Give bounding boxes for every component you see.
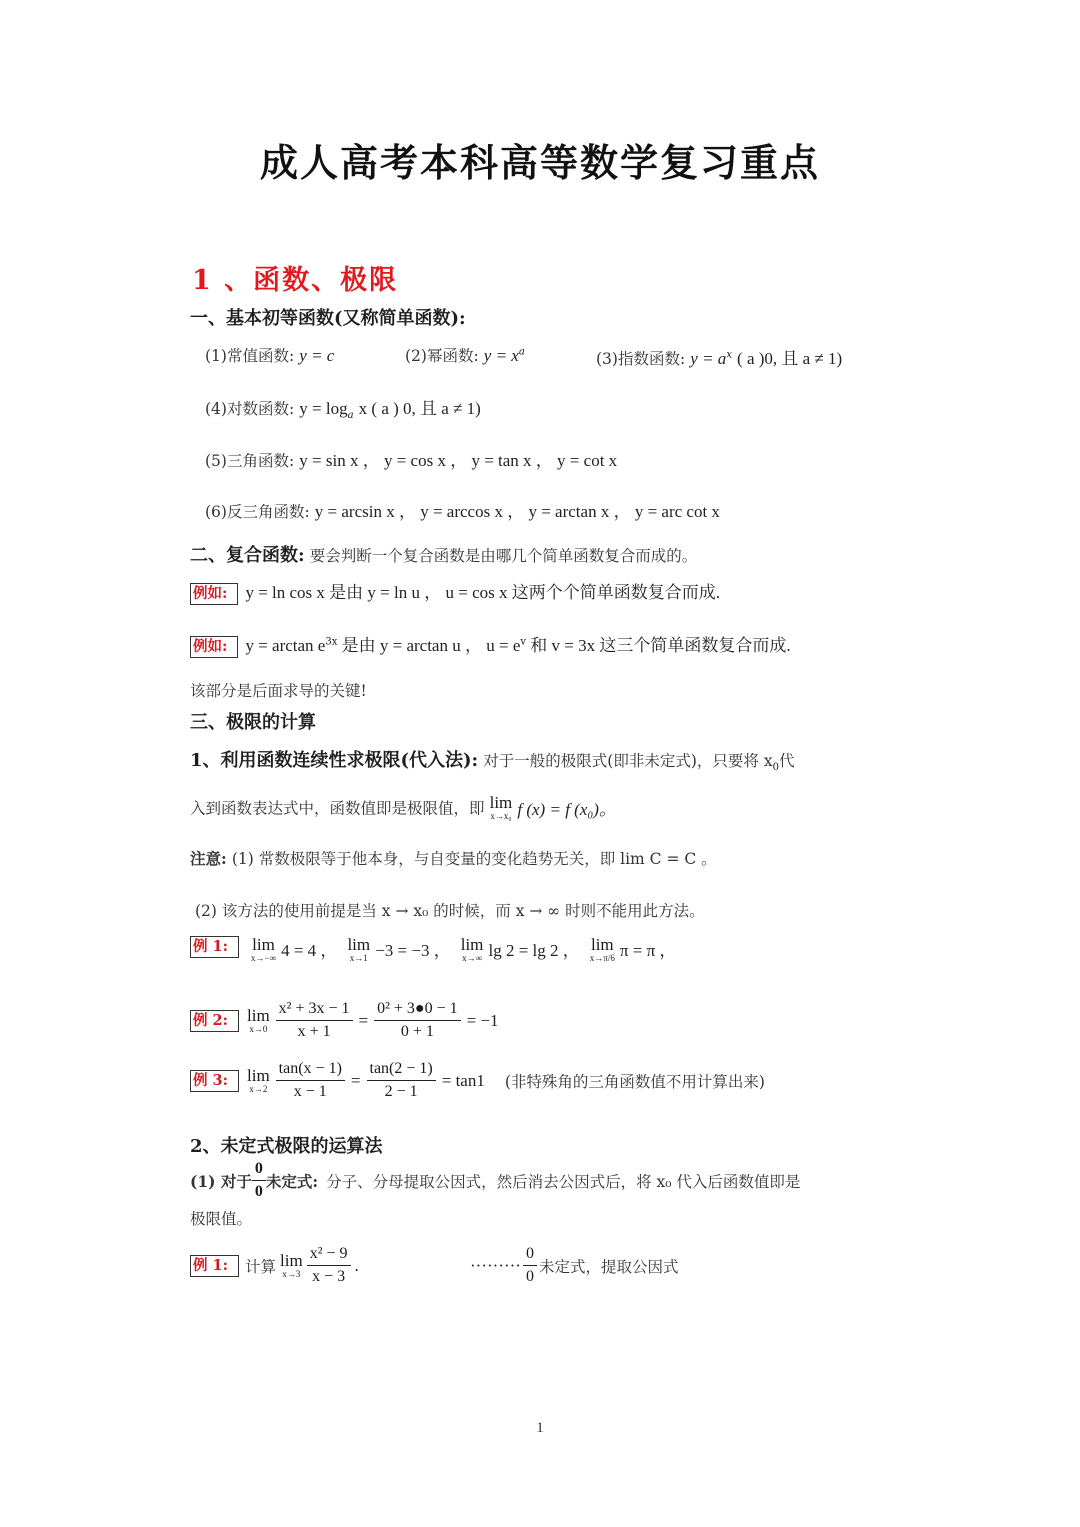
- function-trig: [205, 446, 617, 471]
- denominator: 0: [525, 1268, 534, 1285]
- page-number: 1: [536, 1420, 544, 1436]
- example-mid: 是由 y = arctan u ， u = e: [337, 636, 521, 655]
- label: (5)三角函数:: [205, 452, 295, 470]
- heading-composite: 二、复合函数:: [190, 545, 305, 566]
- example-pre: 计算: [245, 1257, 277, 1276]
- limit-item-3: [461, 936, 580, 963]
- expr: y = x: [483, 346, 519, 365]
- zero-over-zero: [252, 1160, 266, 1201]
- limit-expr: f (x) = f (x₀)。: [517, 800, 616, 819]
- limit-operator: [347, 936, 370, 963]
- numerator: x² + 3x − 1: [276, 1000, 353, 1021]
- condition: ( a )0, 且 a ≠ 1): [737, 349, 843, 368]
- dots: ·········: [470, 1255, 521, 1275]
- example-badge: 例 3:: [190, 1070, 239, 1092]
- method-1-desc: 对于一般的极限式(即非未定式)，只要将 x: [483, 752, 773, 770]
- fraction-2: [367, 1060, 436, 1101]
- method-2-sub1-desc2: 极限值。: [190, 1210, 253, 1228]
- exponent: a: [518, 346, 525, 358]
- example-limits-3: [190, 1060, 765, 1101]
- lim-word: lim: [247, 1066, 270, 1085]
- lim-subscript: x→−∞: [251, 953, 276, 963]
- example-badge: 例 1:: [190, 1255, 239, 1277]
- example-composite-1: [190, 578, 720, 605]
- function-power: [405, 344, 525, 366]
- zero-over-zero: [523, 1245, 537, 1286]
- limit-operator: [461, 936, 484, 963]
- function-inverse-trig: [205, 497, 720, 522]
- example-text: y = ln cos x 是由 y = ln u ， u = cos x 这两个个简单函数复合而成.: [245, 583, 720, 602]
- example-badge: 例 2:: [190, 1010, 239, 1032]
- base: a: [347, 410, 354, 422]
- sub1-desc: 分子、分母提取公因式，然后消去公因式后，将 x₀ 代入后函数值即是: [326, 1172, 801, 1191]
- denominator: x − 1: [293, 1083, 327, 1100]
- function-log: [205, 394, 481, 421]
- exponent: 3x: [325, 636, 338, 648]
- example-undetermined-note: [470, 1245, 678, 1286]
- lim-subscript: x→π/6: [589, 953, 615, 963]
- limit-operator: [490, 794, 513, 821]
- lim-subscript: x→0: [249, 1024, 268, 1034]
- denominator: 0: [254, 1183, 263, 1200]
- equals: =: [358, 1010, 369, 1030]
- limit-operator: [247, 1007, 270, 1034]
- denominator: x − 3: [312, 1268, 346, 1285]
- expr: y = c: [299, 346, 335, 365]
- limit-expr: lg 2 = lg 2 ，: [488, 941, 580, 960]
- expr: y = arcsin x ， y = arccos x ， y = arctan x ， y = arc cot x: [314, 502, 720, 521]
- function-exponential: [596, 344, 842, 369]
- example-composite-2: [190, 631, 791, 658]
- limit-item-1: [251, 936, 337, 963]
- document-title: 成人高考本科高等数学复习重点: [259, 141, 820, 185]
- method-1-line: [190, 746, 794, 773]
- key-note: 该部分是后面求导的关键!: [190, 682, 367, 700]
- limit-operator: [251, 936, 276, 963]
- heading-basic-functions: 一、基本初等函数(又称简单函数):: [190, 308, 466, 329]
- numerator: tan(x − 1): [276, 1060, 345, 1081]
- label: (6)反三角函数:: [205, 503, 310, 521]
- lim-subscript: x→∞: [462, 953, 483, 963]
- rest: x ( a ) 0, 且 a ≠ 1): [358, 399, 481, 418]
- lim-word: lim: [489, 793, 513, 812]
- method-1-line2: [190, 794, 616, 821]
- note-text: 未定式，提取公因式: [538, 1257, 679, 1276]
- method-2-sub1: [190, 1160, 800, 1201]
- label: (3)指数函数:: [596, 350, 686, 368]
- lim-word: lim: [280, 1251, 303, 1270]
- label: (1)常值函数:: [205, 347, 295, 365]
- composite-line: [190, 541, 697, 567]
- lim-subscript: x→2: [249, 1084, 268, 1094]
- exponent: x: [726, 349, 732, 361]
- method-1-desc-end: 代: [778, 752, 795, 770]
- lim-word: lim: [590, 935, 614, 954]
- method-1-title: 1、利用函数连续性求极限(代入法):: [190, 750, 479, 771]
- denominator: x + 1: [297, 1023, 331, 1040]
- limit-expr: 4 = 4 ，: [281, 941, 338, 960]
- example-pre: y = arctan e: [245, 636, 326, 655]
- lim-word: lim: [347, 935, 371, 954]
- lim-subscript: x→x₀: [490, 811, 512, 821]
- lim-subscript: x→1: [349, 953, 368, 963]
- limit-operator: [247, 1067, 270, 1094]
- section-title: 1 、函数、极限: [192, 265, 399, 296]
- fraction-2: [374, 1000, 461, 1041]
- sub1-post: 未定式:: [265, 1171, 319, 1191]
- period: .: [354, 1255, 359, 1275]
- lim-subscript: x→3: [282, 1269, 301, 1279]
- label: (2)幂函数:: [405, 347, 479, 365]
- note-2: (2) 该方法的使用前提是当 x → x₀ 的时候，而 x → ∞ 时则不能用此方法。: [195, 902, 705, 920]
- expr: y = a: [690, 349, 727, 368]
- example-undetermined-1: [190, 1245, 359, 1286]
- numerator: tan(2 − 1): [367, 1060, 436, 1081]
- note-text: (1) 常数极限等于他本身，与自变量的变化趋势无关，即 lim C = C 。: [231, 850, 717, 868]
- label: (4)对数函数:: [205, 400, 295, 418]
- example-note: (非特殊角的三角函数值不用计算出来): [504, 1072, 765, 1091]
- equals: =: [350, 1070, 361, 1090]
- example-post: 和 v = 3x 这三个简单函数复合而成.: [526, 636, 791, 655]
- denominator: 0 + 1: [400, 1023, 434, 1040]
- example-limits-2: [190, 1000, 499, 1041]
- numerator: x² − 9: [307, 1245, 351, 1266]
- note-1: [190, 847, 717, 869]
- expr: y = sin x ， y = cos x ， y = tan x ， y = cot x: [299, 451, 618, 470]
- subscript: 0: [772, 762, 779, 774]
- limit-expr: −3 = −3 ，: [375, 941, 451, 960]
- result: = tan1: [441, 1070, 485, 1090]
- example-limits-1: [190, 936, 676, 963]
- composite-desc: 要会判断一个复合函数是由哪几个简单函数复合而成的。: [309, 547, 698, 565]
- limit-expr: π = π ，: [619, 941, 677, 960]
- heading-limit: 三、极限的计算: [190, 712, 316, 733]
- example-badge: 例 1:: [190, 936, 239, 958]
- method-1-text: 入到函数表达式中，函数值即是极限值，即: [190, 799, 485, 818]
- expr: y = log: [299, 399, 348, 418]
- limit-item-4: [590, 936, 677, 963]
- fraction-1: [276, 1000, 353, 1041]
- sub1-pre: (1) 对于: [190, 1171, 252, 1191]
- exponent-v: v: [520, 636, 527, 648]
- example-badge: 例如:: [190, 636, 238, 658]
- numerator: 0: [523, 1245, 537, 1266]
- lim-word: lim: [460, 935, 484, 954]
- method-2-title: 2、未定式极限的运算法: [190, 1136, 383, 1157]
- result: = −1: [466, 1010, 499, 1030]
- limit-operator: [590, 936, 615, 963]
- note-label: 注意:: [190, 849, 227, 868]
- function-constant: [205, 344, 334, 366]
- fraction: [307, 1245, 351, 1286]
- limit-operator: [280, 1252, 303, 1279]
- numerator: 0: [252, 1160, 266, 1181]
- limit-item-2: [347, 936, 450, 963]
- lim-word: lim: [252, 935, 275, 954]
- example-badge: 例如:: [190, 583, 238, 605]
- numerator: 0² + 3●0 − 1: [374, 1000, 461, 1021]
- lim-word: lim: [247, 1006, 270, 1025]
- denominator: 2 − 1: [384, 1083, 418, 1100]
- fraction-1: [276, 1060, 345, 1101]
